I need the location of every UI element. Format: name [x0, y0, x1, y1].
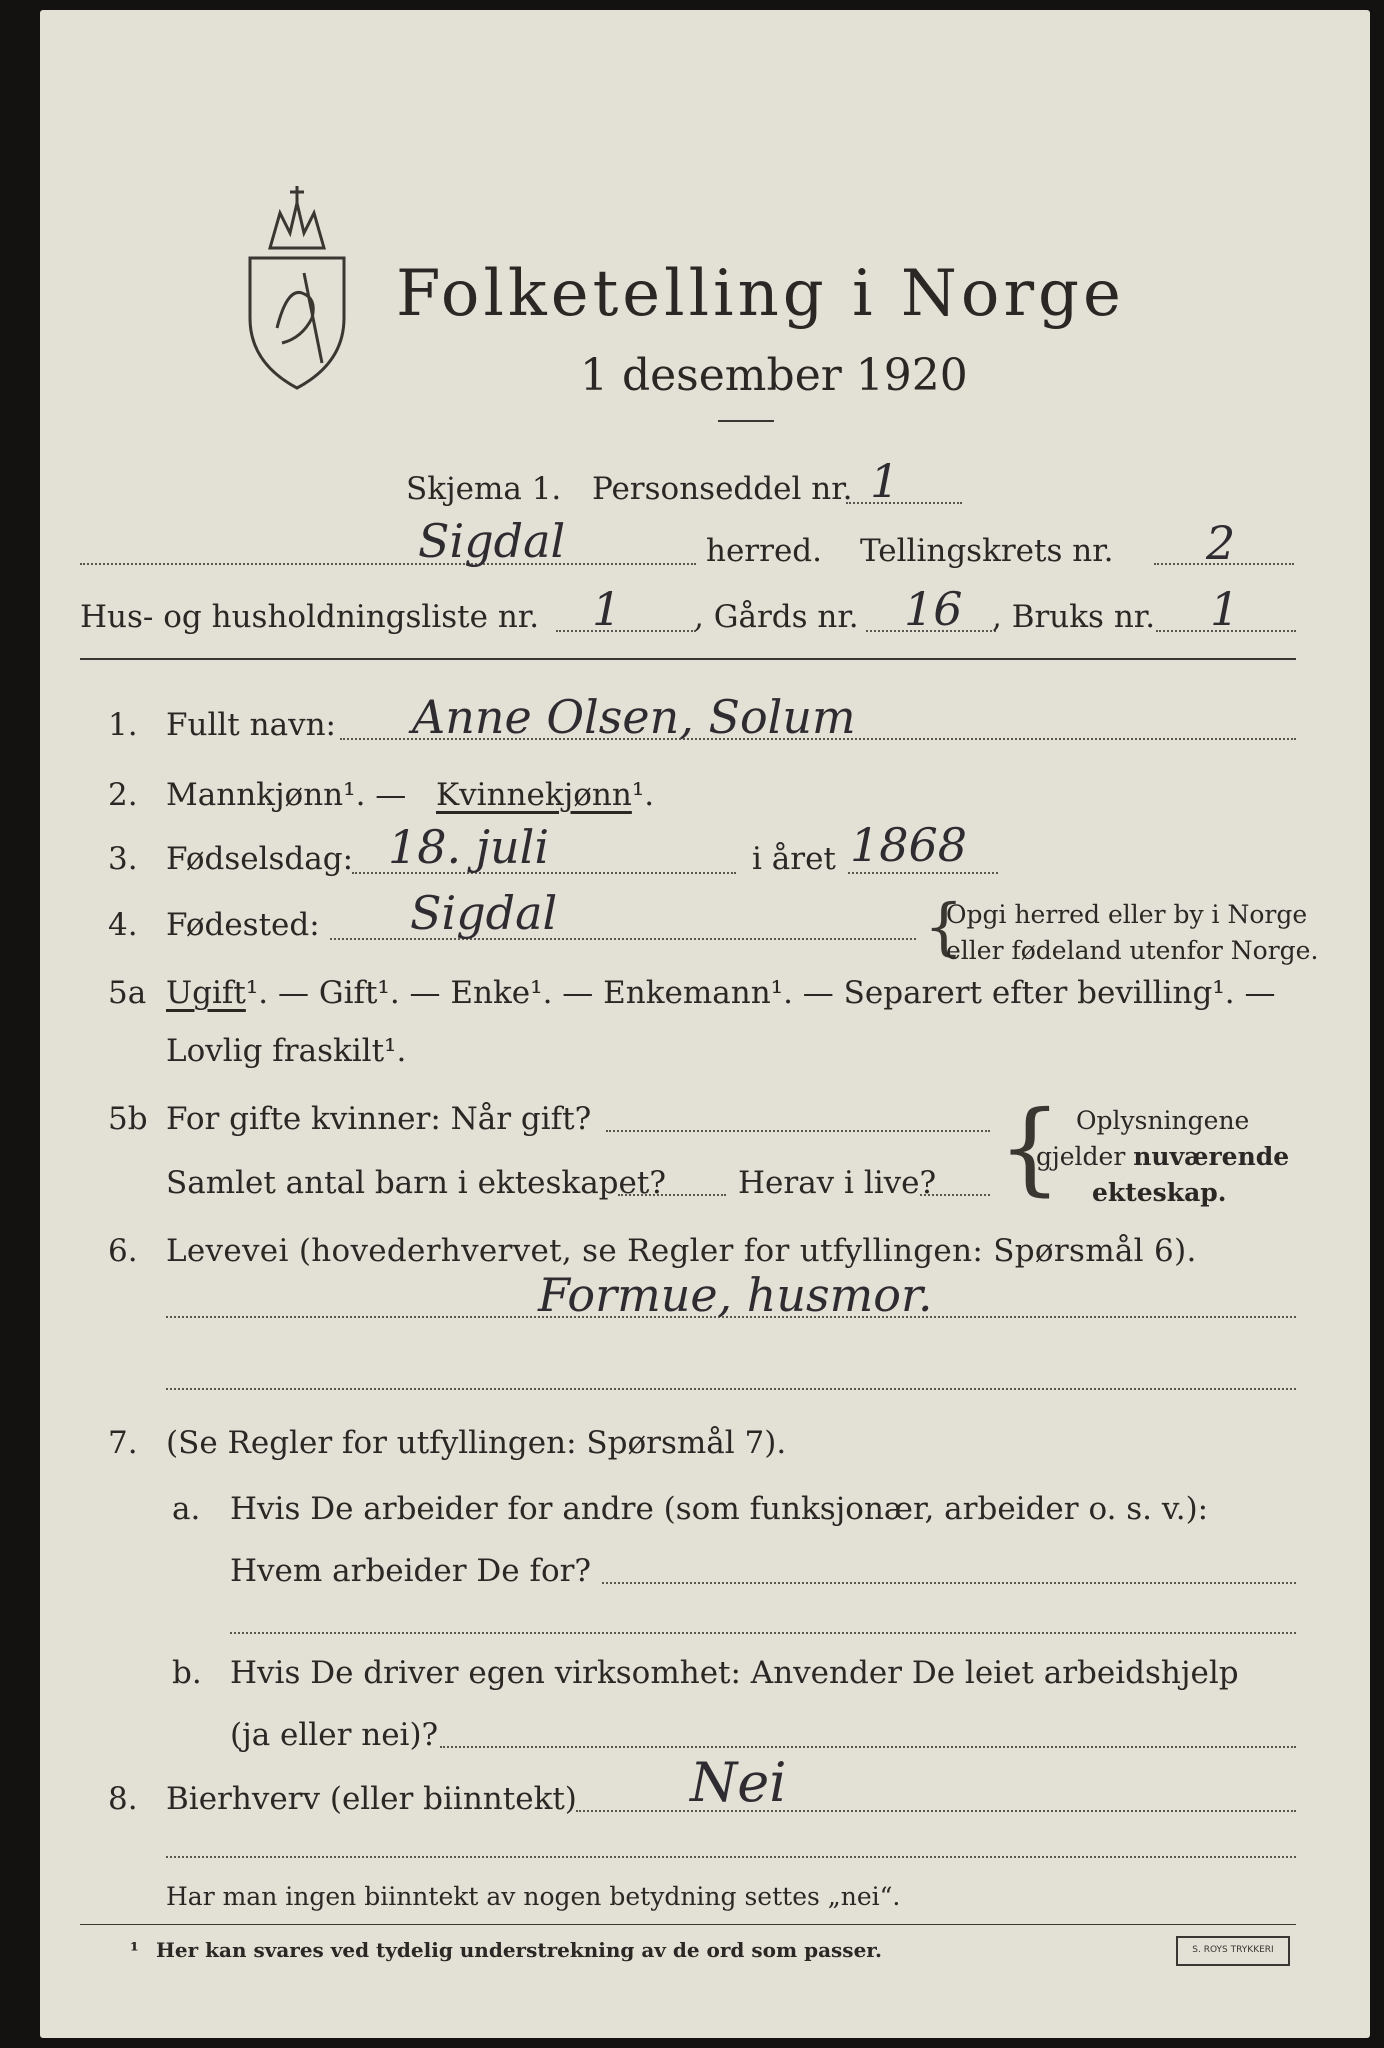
husholdningsliste-label: Hus- og husholdningsliste nr. [80, 599, 540, 635]
children-alive-label: Herav i live? [738, 1165, 937, 1201]
title-divider [718, 420, 774, 422]
side-income-label: Bierhverv (eller biinntekt) [166, 1781, 577, 1817]
coat-of-arms-icon [242, 178, 352, 393]
q7a-text: Hvis De arbeider for andre (som funksjonær, arbeider o. s. v.): [230, 1491, 1209, 1527]
schema-label: Skjema 1. [406, 471, 562, 507]
herred-label: herred. [706, 533, 822, 569]
birthday-label: Fødselsdag: [166, 841, 354, 877]
children-count-label: Samlet antal barn i ekteskapet? [166, 1165, 666, 1201]
tellingskrets-value: 2 [1206, 516, 1236, 570]
birthplace-note-1: Opgi herred eller by i Norge [946, 900, 1308, 929]
census-form: Folketelling i Norge 1 desember 1920 Skjema 1. Personseddel nr. 1 Sigdal herred. Tellingskrets nr. 2 Hus- og husholdningsliste nr. 1 , Gårds nr. 16 , Bruks nr. 1 1. Fullt navn: Anne Olsen, Solum 2. Mannkjønn¹. — Kvinnekjønn¹. 3. Fødselsdag: 18. juli i året 1868 4. Fødested: Sigdal { Opgi herred eller by i Norge eller fødeland utenfor Norge. 5a Ugift¹. — Gift¹. — Enke¹. — Enkemann¹. — Separert efter bevilling¹. — Lovlig fraskilt¹. 5b For gifte kvinner: Når gift? Samlet antal barn i ekteskapet? Herav i live? { Oplysningene gjelder nuværende ekteskap. 6. Levevei (hovederhvervet, se Regler for utfyllingen: Spørsmål 6). Formue, husmor. 7. (Se Regler for utfyllingen: Spørsmål 7). a. Hvis De arbeider for andre (som funksjonær, arbeider o. s. v.): Hvem arbeider De for? b. Hvis De driver egen virksomhet: Anvender De leiet arbeidshjelp (ja eller nei)? 8. Bierhverv (eller biinntekt) Nei Har man ingen biinntekt av nogen betydning settes „nei“. ¹ Her kan svares ved tydelig understrekning av de ord som passer. S. ROYS TRYKKERI [40, 10, 1370, 2038]
personseddel-label: Personseddel nr. [592, 471, 853, 507]
side-income-value: Nei [690, 1751, 787, 1814]
gards-value: 16 [904, 582, 963, 636]
bruks-label: , Bruks nr. [992, 599, 1156, 635]
marriage-date-label: For gifte kvinner: Når gift? [166, 1101, 592, 1137]
census-date: 1 desember 1920 [580, 350, 968, 401]
gards-label: , Gårds nr. [694, 599, 859, 635]
q7-number: 7. [108, 1425, 138, 1461]
header-divider [80, 658, 1296, 660]
birthday-value: 18. juli [388, 820, 550, 874]
full-name-value: Anne Olsen, Solum [412, 690, 856, 744]
q7a-letter: a. [172, 1491, 201, 1527]
birth-year-value: 1868 [850, 818, 968, 872]
q5a-number: 5a [108, 975, 147, 1011]
printer-stamp: S. ROYS TRYKKERI [1176, 1936, 1290, 1966]
gender-male-option: Mannkjønn¹. — [166, 777, 407, 813]
herred-value: Sigdal [418, 514, 566, 568]
form-title: Folketelling i Norge [396, 257, 1125, 331]
q6-number: 6. [108, 1233, 138, 1269]
employer-label: Hvem arbeider De for? [230, 1553, 592, 1589]
husholdningsliste-value: 1 [592, 582, 622, 636]
marriage-note-1: Oplysningene [1076, 1106, 1250, 1135]
footnote-text: Her kan svares ved tydelig understrekning av de ord som passer. [156, 1938, 882, 1962]
birth-year-label: i året [752, 841, 836, 877]
marital-status-options: Ugift¹. — Gift¹. — Enke¹. — Enkemann¹. — Separert efter bevilling¹. — [166, 975, 1276, 1011]
marital-status-divorced: Lovlig fraskilt¹. [166, 1033, 407, 1069]
birthplace-note-2: eller fødeland utenfor Norge. [946, 936, 1319, 965]
q2-number: 2. [108, 777, 138, 813]
full-name-label: Fullt navn: [166, 707, 336, 743]
q7b-letter: b. [172, 1655, 202, 1691]
hired-help-label: (ja eller nei)? [230, 1717, 439, 1753]
occupation-label: Levevei (hovederhvervet, se Regler for utfyllingen: Spørsmål 6). [166, 1233, 1197, 1269]
q4-number: 4. [108, 907, 138, 943]
marriage-note-3: ekteskap. [1092, 1178, 1227, 1207]
birthplace-value: Sigdal [410, 886, 558, 940]
q7b-text: Hvis De driver egen virksomhet: Anvender De leiet arbeidshjelp [230, 1655, 1239, 1691]
tellingskrets-label: Tellingskrets nr. [860, 533, 1114, 569]
personseddel-value: 1 [870, 454, 900, 508]
gender-female-option: Kvinnekjønn¹. [436, 777, 655, 813]
q7-label: (Se Regler for utfyllingen: Spørsmål 7). [166, 1425, 787, 1461]
occupation-value: Formue, husmor. [538, 1268, 933, 1322]
marriage-note-2: gjelder nuværende [1036, 1142, 1290, 1171]
q3-number: 3. [108, 841, 138, 877]
footer-note: Har man ingen biinntekt av nogen betydning settes „nei“. [166, 1882, 901, 1911]
footnote-mark: ¹ [130, 1938, 139, 1962]
bruks-value: 1 [1210, 582, 1240, 636]
q5b-number: 5b [108, 1101, 148, 1137]
q1-number: 1. [108, 707, 138, 743]
birthplace-label: Fødested: [166, 907, 320, 943]
q8-number: 8. [108, 1781, 138, 1817]
